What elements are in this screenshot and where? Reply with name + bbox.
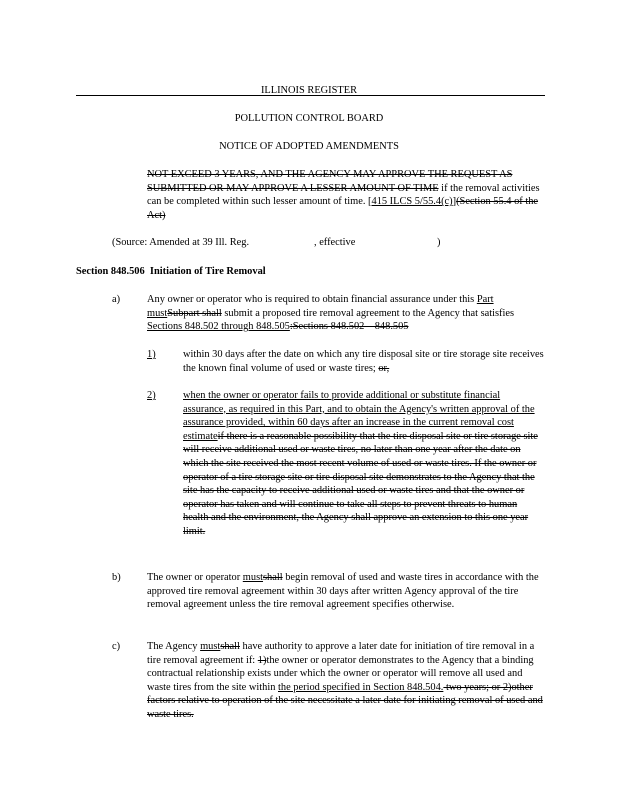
item-1-text xyxy=(183,348,545,375)
a-text-2: submit a proposed tire removal agreement to the Agency that satisfies xyxy=(221,307,515,319)
c-deleted-3: two years; or 2)other factors relative to operation of the site necessitate a later date for initiating removal of used and waste tires. xyxy=(147,681,543,720)
c-inserted-1: must xyxy=(200,641,221,652)
carryover-struck-citation: (Section 55.4 of the Act) xyxy=(147,196,539,221)
subsection-c-text xyxy=(147,640,544,722)
board-name: POLLUTION CONTROL BOARD xyxy=(234,113,384,124)
b-text-2: begin removal of used and waste tires in accordance with the approved tire removal agreement within 30 days after written Agency approval of the tire removal agreement unless the tire removal agreement specifies otherwise. xyxy=(147,572,539,611)
source-note-close: ) xyxy=(437,237,441,248)
subsection-a-label: a) xyxy=(112,294,121,305)
carryover-citation: 415 ILCS 5/55.4(c) xyxy=(371,196,453,208)
item-2-deleted: if there is a reasonable possibility that the tire disposal site or tire storage site will receive additional used or waste tires, no later than one year after the date on which the site received the most recent volume of used or waste tires. If the owner or operator of a tire storage site or tire disposal site demonstrates to the Agency that the site has the capacity to receive additional used or waste tires and that the owner or operator has taken and will continue to take all steps to prevent threats to human health and the environment, the Agency shall approve an extension to this one year limit. xyxy=(183,430,538,537)
c-text-2: have authority to approve a later date for initiation of tire removal in a tire removal agreement if: xyxy=(147,641,535,666)
header-rule xyxy=(76,95,545,96)
subsection-b-text xyxy=(147,571,544,612)
subsection-c-label: c) xyxy=(112,641,121,652)
a-text-1: Any owner or operator who is required to obtain financial assurance under this xyxy=(147,294,477,305)
item-1-body: within 30 days after the date on which any tire disposal site or tire storage site receives the known final volume of used or waste tires; xyxy=(183,349,544,374)
a-inserted-2: Sections 848.502 through 848.505 xyxy=(147,321,290,333)
item-2-inserted: when the owner or operator fails to provide additional or substitute financial assurance, as required in this Part, and to obtain the Agency's written approval of the assurance provided, within 60 days after an increase in the current removal cost estimate xyxy=(183,390,535,442)
a-deleted-2: :Sections 848.502 – 848.505 xyxy=(289,321,409,333)
c-deleted-1: shall xyxy=(220,641,240,652)
b-deleted-1: shall xyxy=(263,572,283,583)
item-2-label: 2) xyxy=(147,390,156,401)
notice-title: NOTICE OF ADOPTED AMENDMENTS xyxy=(219,141,399,152)
item-1-label: 1) xyxy=(147,349,156,360)
subsection-b-label: b) xyxy=(112,572,121,583)
c-inserted-2: the period specified in Section 848.504. xyxy=(278,681,444,693)
section-number: Section 848.506 xyxy=(76,266,145,277)
section-title: Initiation of Tire Removal xyxy=(149,266,266,277)
register-header: ILLINOIS REGISTER xyxy=(260,85,358,96)
carryover-bracket: ] xyxy=(452,196,457,208)
source-note-lead: (Source: Amended at 39 Ill. Reg. xyxy=(112,237,250,248)
a-deleted-1: Subpart shall xyxy=(167,307,222,319)
c-text-3: the owner or operator demonstrates to the Agency that a binding contractual relationship exists under which the owner or operator will remove all used and waste tires from the site within xyxy=(147,654,534,693)
carryover-paragraph xyxy=(147,168,544,222)
carryover-struck-text: NOT EXCEED 3 YEARS, AND THE AGENCY MAY APPROVE THE REQUEST AS SUBMITTED OR MAY APPROVE A LESSER AMOUNT OF TIME xyxy=(147,169,513,194)
section-heading xyxy=(76,265,266,279)
subsection-a-text xyxy=(147,293,544,334)
b-text-1: The owner or operator xyxy=(147,572,243,583)
item-2-text xyxy=(183,389,545,539)
a-inserted-1: Part must xyxy=(147,294,494,319)
b-inserted-1: must xyxy=(242,572,264,583)
c-deleted-2: 1) xyxy=(257,654,267,666)
item-1-deleted: or, xyxy=(378,362,390,374)
source-note-effective: , effective xyxy=(314,237,356,248)
carryover-text: if the removal activities can be completed within such lesser amount of time. [ xyxy=(147,182,540,208)
c-text-1: The Agency xyxy=(147,641,201,652)
